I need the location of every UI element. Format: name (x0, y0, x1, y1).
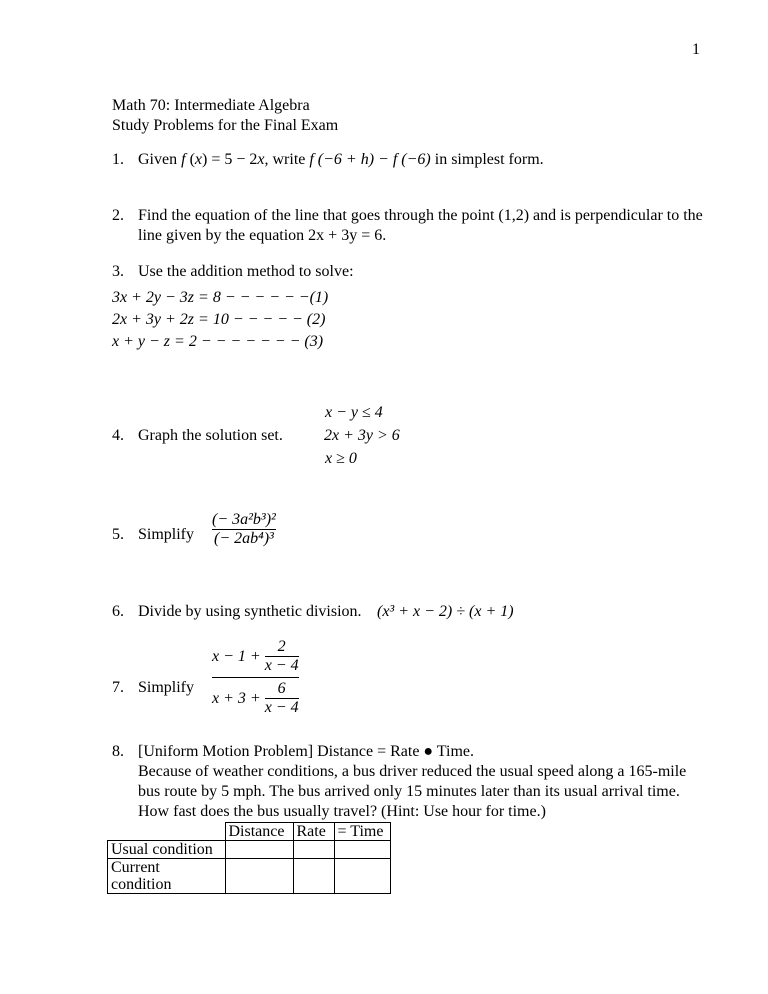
problem-8 (112, 742, 474, 762)
fraction-denominator (212, 680, 299, 717)
problem-text: , write (264, 151, 310, 168)
table-header-cell: = Time (334, 823, 390, 841)
sub-denominator: x − 4 (264, 657, 299, 674)
fraction-numerator: (− 3a²b³)² (212, 511, 276, 528)
equation-2: 2x + 3y + 2z = 10 − − − − − (2) (112, 311, 326, 328)
motion-table (107, 822, 391, 894)
table-cell: Current condition (108, 859, 226, 894)
complex-fraction (212, 638, 299, 717)
fraction-denominator: (− 2ab⁴)³ (214, 530, 274, 547)
problem-5 (112, 525, 194, 545)
page-number: 1 (692, 41, 700, 58)
table-header-cell: Distance (225, 823, 293, 841)
table-row (108, 859, 391, 894)
expression-part: x − 1 + (212, 647, 261, 665)
problem-text: Use the addition method to solve: (138, 263, 354, 280)
problem-8-body: Because of weather conditions, a bus driver reduced the usual speed along a 165-mile bus route by 5 mph. The bus arrived only 15 minutes later than its usual arrival time. How fast does the bus usually travel? (Hint: Use hour for time.) (138, 763, 687, 820)
problem-4 (112, 426, 283, 446)
sub-numerator: 6 (277, 680, 286, 697)
problem-1: 1. Given f (x) = 5 − 2x, write f (−6 + h) − f (−6) in simplest form. (112, 151, 544, 168)
problem-text: Graph the solution set. (138, 427, 283, 444)
problem-number: 4. (112, 427, 124, 444)
math-eq: = 5 − 2 (211, 151, 258, 168)
problem-number: 5. (112, 526, 124, 543)
table-cell (334, 859, 390, 894)
problem-text: Given (138, 151, 182, 168)
problem-title: [Uniform Motion Problem] Distance = Rate ● Time. (138, 743, 474, 760)
expression-part: x + 3 + (212, 689, 261, 707)
inequality-2: 2x + 3y > 6 (324, 427, 400, 444)
problem-2 (112, 206, 712, 246)
problem-number: 3. (112, 263, 124, 280)
math-x: x (257, 151, 265, 168)
sub-numerator: 2 (277, 638, 286, 655)
problem-3 (112, 262, 354, 282)
fraction-numerator (212, 638, 299, 675)
table-row (108, 841, 391, 859)
table-header-cell (108, 823, 226, 841)
problem-number: 7. (112, 679, 124, 696)
math-x: x (194, 151, 202, 168)
problem-number: 8. (112, 743, 124, 760)
equation-1: 3x + 2y − 3z = 8 − − − − − −(1) (112, 289, 329, 306)
problem-text: Divide by using synthetic division. (138, 603, 362, 620)
equation-3: x + y − z = 2 − − − − − − − (3) (112, 333, 324, 350)
problem-6 (112, 602, 362, 622)
inequality-3: x ≥ 0 (325, 450, 357, 467)
table-cell (225, 859, 293, 894)
problem-7 (112, 678, 194, 698)
table-cell (334, 841, 390, 859)
math-expression: f (−6 + h) − f (−6) (309, 151, 431, 168)
problem-text: Simplify (138, 679, 195, 696)
main-fraction-bar (212, 677, 299, 678)
table-header-row (108, 823, 391, 841)
problem-text: in simplest form. (430, 151, 544, 168)
document-title: Study Problems for the Final Exam (112, 117, 339, 134)
problem-number: 6. (112, 603, 124, 620)
problem-text: Simplify (138, 526, 195, 543)
table-cell (225, 841, 293, 859)
table-cell: Usual condition (108, 841, 226, 859)
table-cell (293, 859, 334, 894)
sub-denominator: x − 4 (264, 699, 299, 716)
math-f: f (181, 151, 186, 168)
problem-number: 2. (112, 207, 124, 224)
problem-number: 1. (112, 151, 124, 168)
division-expression: (x³ + x − 2) ÷ (x + 1) (377, 603, 514, 620)
fraction-5 (212, 511, 276, 548)
inequality-1: x − y ≤ 4 (325, 404, 383, 421)
table-cell (293, 841, 334, 859)
problem-text: Find the equation of the line that goes through the point (1,2) and is perpendicular to the line given by the equation 2x + 3y = 6. (138, 207, 703, 244)
table-header-cell: Rate (293, 823, 334, 841)
course-title: Math 70: Intermediate Algebra (112, 97, 310, 114)
